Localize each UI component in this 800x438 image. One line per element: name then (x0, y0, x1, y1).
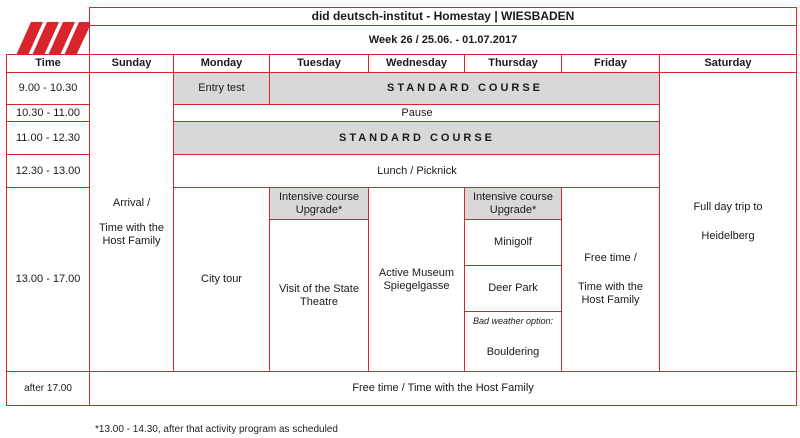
friday-afternoon (561, 187, 660, 372)
bad-weather-label: Bad weather option: (472, 316, 554, 326)
col-saturday: Saturday (659, 54, 797, 73)
saturday-trip: Full day trip to (693, 201, 763, 213)
col-tuesday: Tuesday (269, 54, 369, 73)
sunday-host-family: Time with the Host Family (98, 221, 164, 247)
col-monday: Monday (173, 54, 270, 73)
col-friday: Friday (561, 54, 660, 73)
friday-host-family: Time with the Host Family (577, 281, 643, 306)
thursday-bad-weather (464, 311, 562, 372)
footnote: *13.00 - 14.30, after that activity program as scheduled (95, 424, 338, 435)
time-slot-6: after 17.00 (6, 371, 90, 406)
col-sunday: Sunday (89, 54, 174, 73)
page-title: did deutsch-institut - Homestay | WIESBADEN (89, 7, 797, 26)
logo-area (6, 10, 86, 54)
evening-bar: Free time / Time with the Host Family (89, 371, 797, 406)
time-slot-5: 13.00 - 17.00 (6, 187, 90, 372)
entry-test: Entry test (173, 72, 270, 105)
wednesday-afternoon: Active Museum Spiegelgasse (368, 187, 465, 372)
tuesday-afternoon: Visit of the State Theatre (269, 219, 369, 372)
time-slot-2: 10.30 - 11.00 (6, 104, 90, 122)
thursday-minigolf: Minigolf (464, 219, 562, 266)
col-thursday: Thursday (464, 54, 562, 73)
time-slot-3: 11.00 - 12.30 (6, 121, 90, 155)
tuesday-intensive: Intensive course Upgrade* (269, 187, 369, 220)
pause-bar: Pause (173, 104, 661, 122)
thursday-intensive: Intensive course Upgrade* (464, 187, 562, 220)
week-label: Week 26 / 25.06. - 01.07.2017 (89, 25, 797, 55)
sunday-arrival: Arrival / (112, 196, 151, 209)
standard-course-1: STANDARD COURSE (269, 72, 661, 105)
time-slot-4: 12.30 - 13.00 (6, 154, 90, 188)
thursday-deer-park: Deer Park (464, 265, 562, 312)
monday-afternoon: City tour (173, 187, 270, 372)
friday-free: Free time / (584, 252, 637, 264)
col-wednesday: Wednesday (368, 54, 465, 73)
bouldering-label: Bouldering (486, 346, 540, 358)
standard-course-2: STANDARD COURSE (173, 121, 661, 155)
saturday-block (659, 72, 797, 372)
time-slot-1: 9.00 - 10.30 (6, 72, 90, 105)
sunday-block (89, 72, 174, 372)
saturday-place: Heidelberg (701, 230, 755, 242)
col-time: Time (6, 54, 90, 73)
lunch-bar: Lunch / Picknick (173, 154, 661, 188)
